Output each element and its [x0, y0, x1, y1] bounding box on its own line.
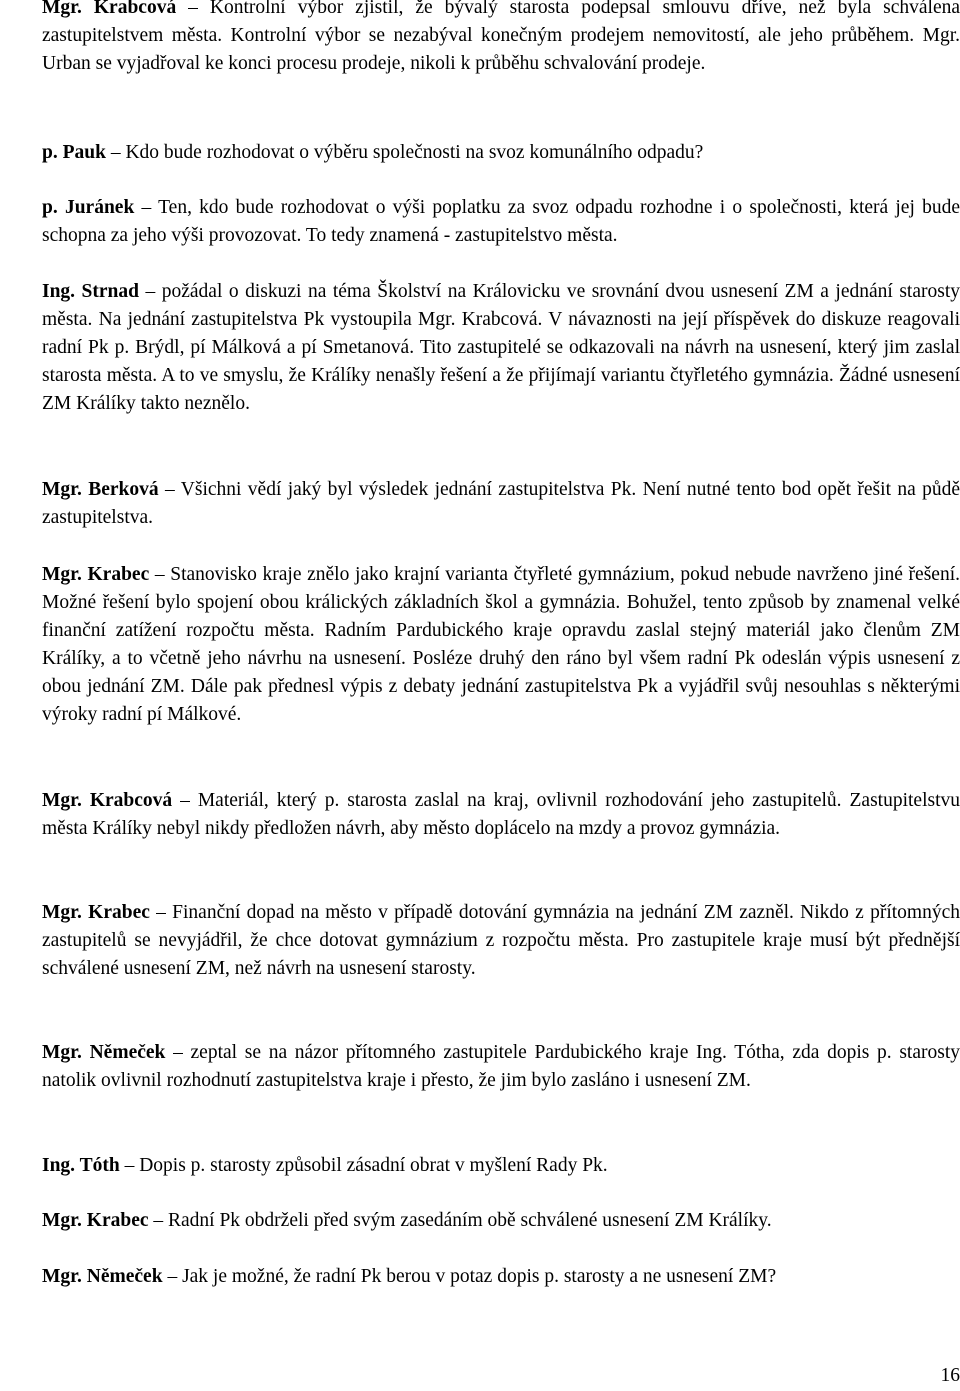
- paragraph: [42, 1039, 960, 1095]
- paragraph: [42, 561, 960, 729]
- paragraph: [42, 787, 960, 843]
- paragraph: [42, 139, 960, 167]
- speaker-name: Mgr. Krabec: [42, 564, 150, 585]
- speaker-name: Mgr. Krabec: [42, 1210, 149, 1231]
- paragraph: [42, 0, 960, 78]
- paragraph-text: – Jak je možné, že radní Pk berou v potaz dopis p. starosty a ne usnesení ZM?: [162, 1266, 777, 1287]
- paragraph: [42, 194, 960, 250]
- paragraph-text: – Stanovisko kraje znělo jako krajní varianta čtyřleté gymnázium, pokud nebude navrženo jiné řešení. Možné řešení bylo spojení obou králických základních škol a gymnázia. Bohužel, tento způsob by znamenal velké finanční zatížení rozpočtu města. Radním Pardubického kraje opravdu zaslal stejný materiál jako členům ZM Králíky, a to včetně jeho návrhu na usnesení. Posléze druhý den ráno byl všem radní Pk odeslán výpis usnesení z obou jednání ZM. Dále pak přednesl výpis z debaty jednání zastupitelstva Pk a vyjádřil svůj nesouhlas s některými výroky radní pí Málkové.: [42, 564, 960, 725]
- speaker-name: Mgr. Krabcová: [42, 790, 173, 811]
- paragraph-text: – Finanční dopad na město v případě dotování gymnázia na jednání ZM zazněl. Nikdo z přítomných zastupitelů se nevyjádřil, že chce dotovat gymnázium z rozpočtu města. Pro zastupitele kraje musí být přednější schválené usnesení ZM, než návrh na usnesení starosty.: [42, 902, 960, 979]
- speaker-name: Ing. Strnad: [42, 281, 139, 302]
- paragraph: [42, 1263, 960, 1291]
- paragraph-text: – Radní Pk obdrželi před svým zasedáním obě schválené usnesení ZM Králíky.: [148, 1210, 772, 1231]
- paragraph-text: – Ten, kdo bude rozhodovat o výši poplatku za svoz odpadu rozhodne i o společnosti, která jej bude schopna za jeho výši provozovat. To tedy znamená - zastupitelstvo města.: [42, 197, 960, 246]
- speaker-name: p. Juránek: [42, 197, 135, 218]
- speaker-name: Mgr. Krabec: [42, 902, 150, 923]
- speaker-name: Ing. Tóth: [42, 1155, 120, 1176]
- paragraph: [42, 899, 960, 983]
- paragraph-text: – Dopis p. starosty způsobil zásadní obrat v myšlení Rady Pk.: [119, 1155, 608, 1176]
- paragraph: [42, 278, 960, 418]
- paragraph: [42, 1207, 960, 1235]
- paragraph: [42, 1152, 960, 1180]
- paragraph: [42, 476, 960, 532]
- page-number: 16: [940, 1365, 960, 1386]
- speaker-name: Mgr. Berková: [42, 479, 159, 500]
- speaker-name: Mgr. Němeček: [42, 1266, 163, 1287]
- paragraph-text: – Kdo bude rozhodovat o výběru společnosti na svoz komunálního odpadu?: [105, 142, 704, 163]
- paragraph-text: – Všichni vědí jaký byl výsledek jednání zastupitelstva Pk. Není nutné tento bod opět řešit na půdě zastupitelstva.: [42, 479, 960, 528]
- paragraph-text: – Kontrolní výbor zjistil, že bývalý starosta podepsal smlouvu dříve, než byla schválena zastupitelstvem města. Kontrolní výbor se nezabýval konečným prodejem nemovitostí, ale jeho průběhem. Mgr. Urban se vyjadřoval ke konci procesu prodeje, nikoli k průběhu schvalování prodeje.: [42, 0, 960, 74]
- speaker-name: Mgr. Krabcová: [42, 0, 177, 18]
- speaker-name: p. Pauk: [42, 142, 106, 163]
- paragraph-text: – Materiál, který p. starosta zaslal na kraj, ovlivnil rozhodování jeho zastupitelů. Zastupitelstvu města Králíky nebyl nikdy předložen návrh, aby město doplácelo na mzdy a provoz gymnázia.: [42, 790, 960, 839]
- paragraph-text: – zeptal se na názor přítomného zastupitele Pardubického kraje Ing. Tótha, zda dopis p. starosty natolik ovlivnil rozhodnutí zastupitelstva kraje i přesto, že jim bylo zasláno i usnesení ZM.: [42, 1042, 960, 1091]
- paragraph-text: – požádal o diskuzi na téma Školství na Královicku ve srovnání dvou usnesení ZM a jednání starosty města. Na jednání zastupitelstva Pk vystoupila Mgr. Krabcová. V návaznosti na její příspěvek do diskuze reagovali radní Pk p. Brýdl, pí Málková a pí Smetanová. Tito zastupitelé se odkazovali na návrh na usnesení, který jim zaslal starosta města. A to ve smyslu, že Králíky nenašly řešení a že přijímají variantu čtyřletého gymnázia. Žádné usnesení ZM Králíky takto neznělo.: [42, 281, 960, 414]
- speaker-name: Mgr. Němeček: [42, 1042, 166, 1063]
